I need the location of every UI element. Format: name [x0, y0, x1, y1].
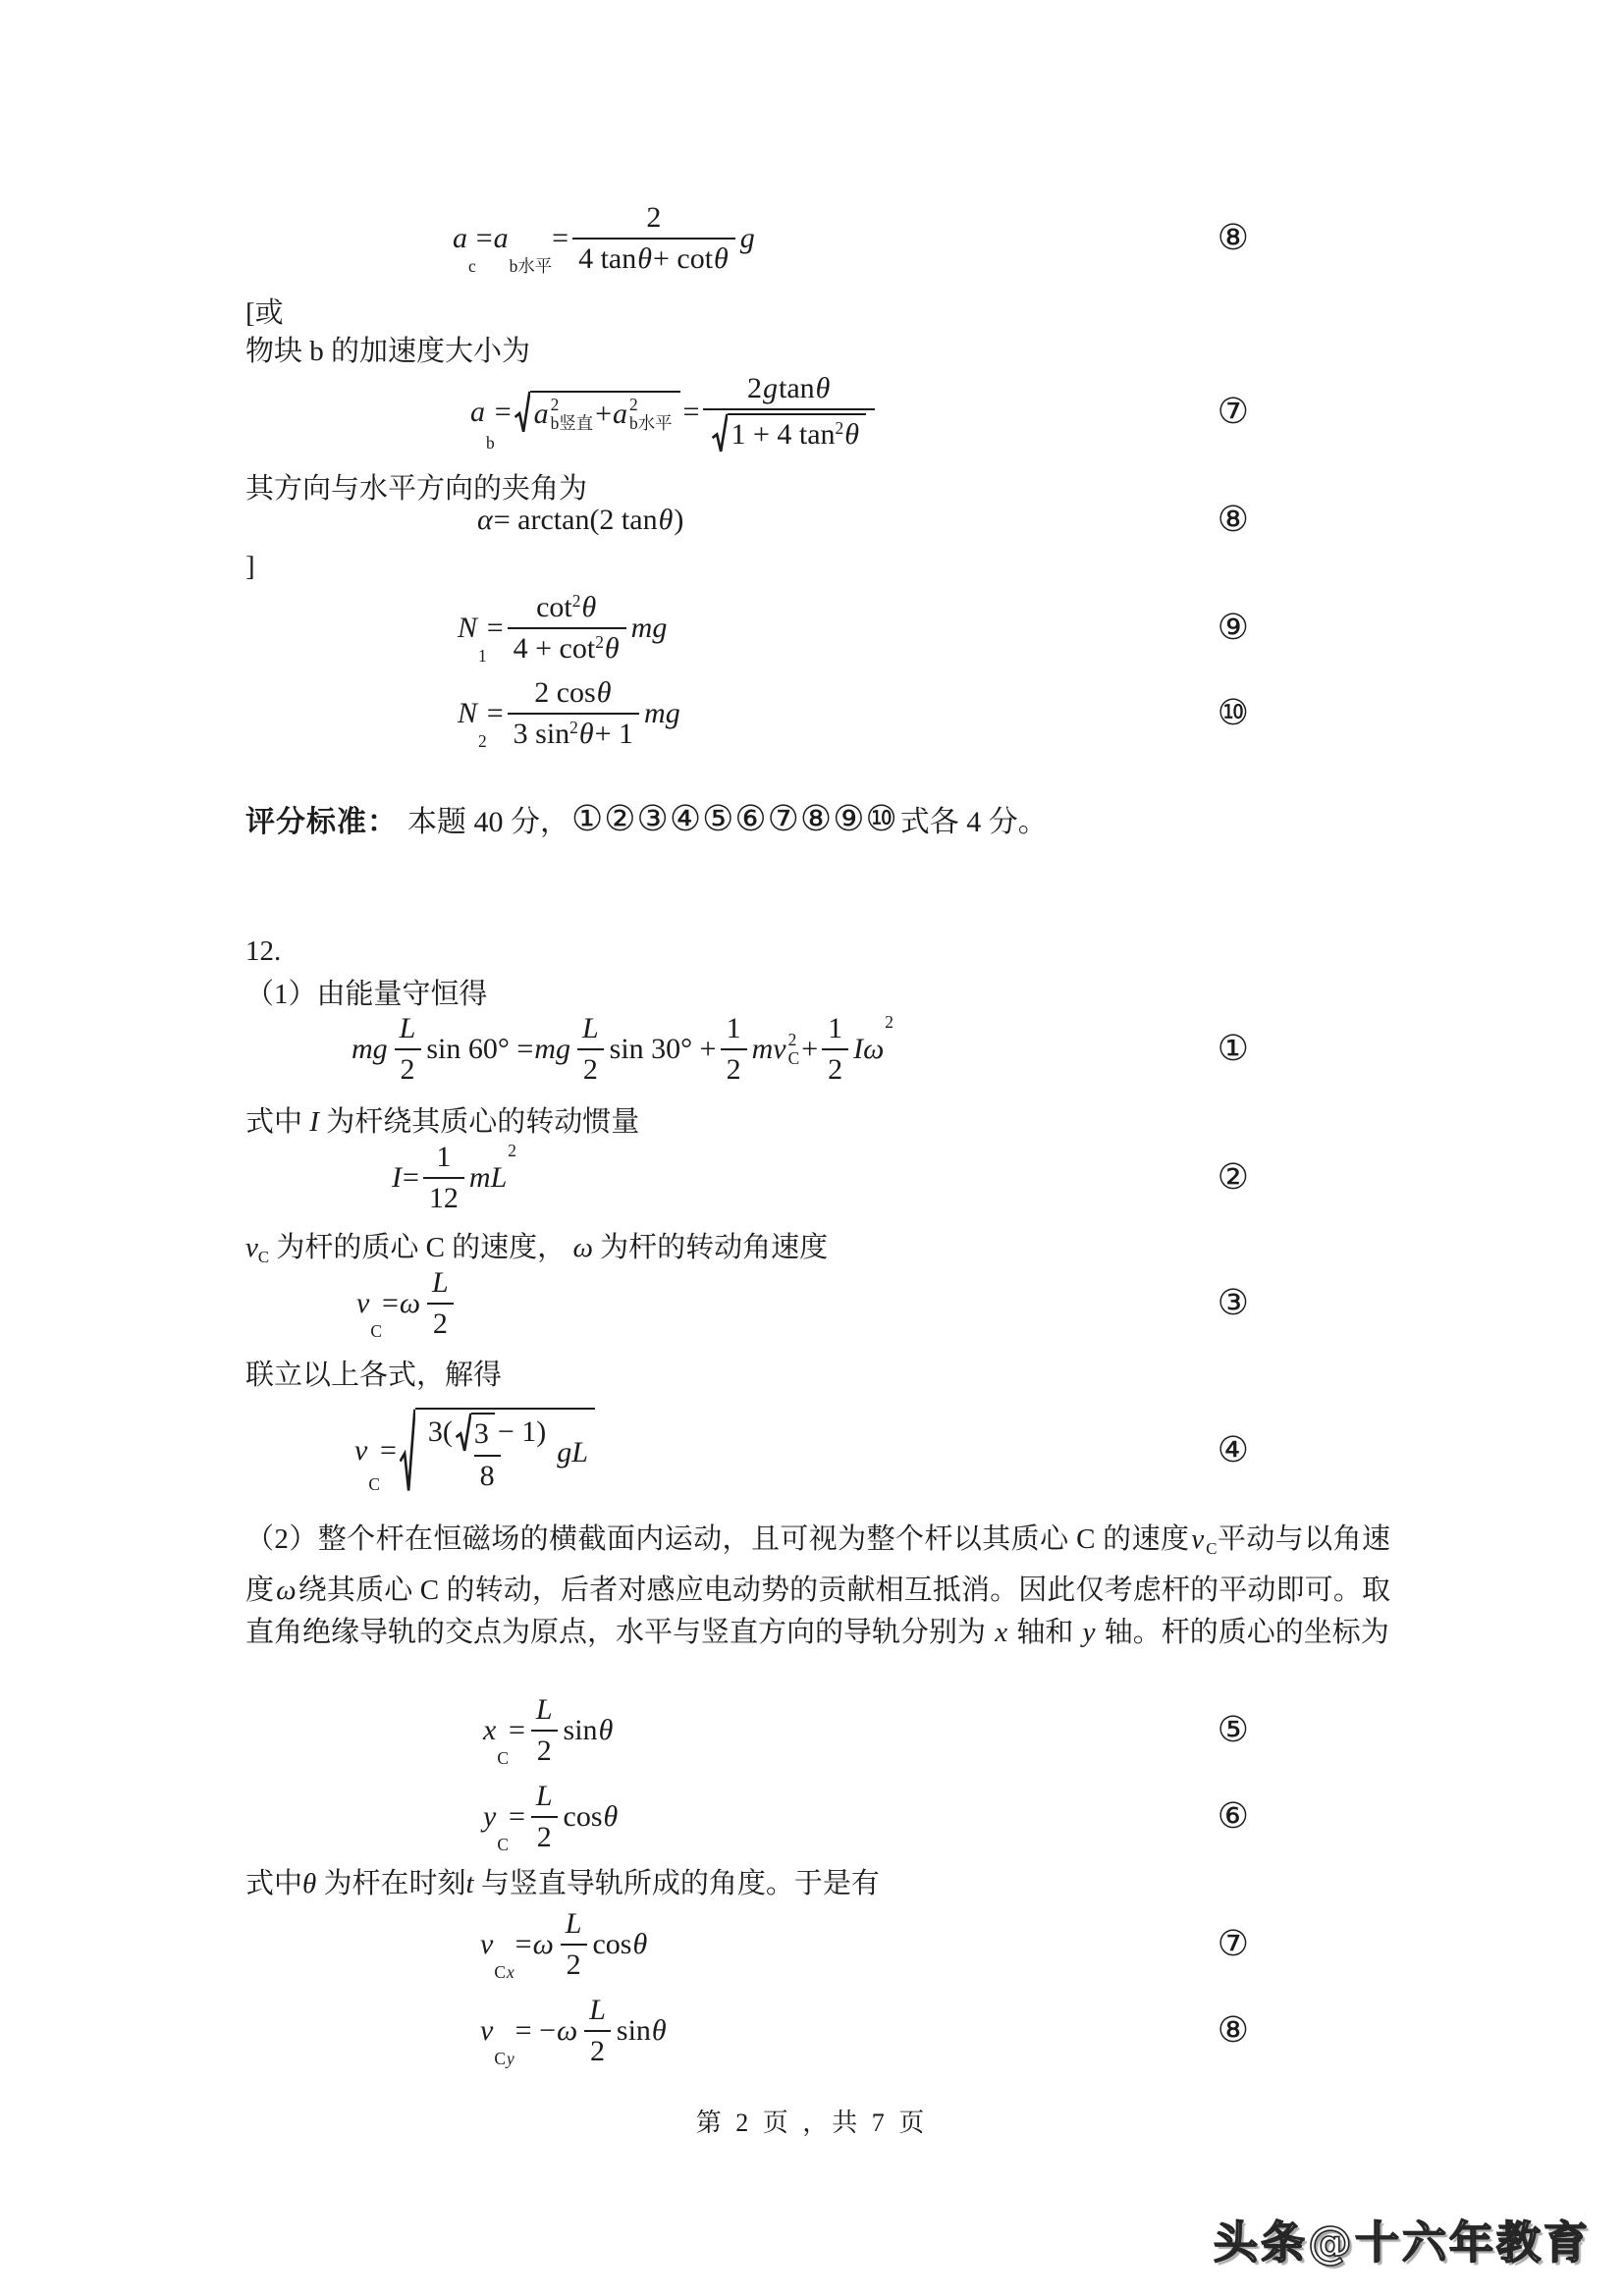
- radical-icon: [456, 1413, 471, 1453]
- formula-n2: N 2 = 2 cos θ 3 sin 2 θ + 1 mg: [458, 676, 680, 751]
- equation-row-energy: [245, 1012, 1267, 1087]
- text-moment-inertia: 式中 I 为杆绕其质心的转动惯量: [245, 1106, 640, 1138]
- equation-row-alpha: [245, 500, 1267, 540]
- equation-tag-4: ④: [1217, 1430, 1249, 1470]
- text-block-b: 物块 b 的加速度大小为: [245, 336, 531, 367]
- radical-icon: [400, 1408, 415, 1494]
- equation-tag-7b: ⑦: [1217, 1924, 1249, 1964]
- scoring-circled-numbers: ①②③④⑤⑥⑦⑧⑨⑩: [571, 798, 898, 839]
- equation-tag-1: ①: [1217, 1029, 1249, 1069]
- formula-xc: x C = $\frac{L}{2}$ sin θ: [483, 1693, 614, 1768]
- formula-ab-magnitude: a b = a 2 b竖直 + a 2 b水平 = 2 g tan θ 1 + 4 tan 2 θ: [469, 372, 879, 453]
- equation-row-vc: [245, 1266, 1267, 1341]
- equation-tag-3: ③: [1217, 1283, 1249, 1323]
- equation-tag-9: ⑨: [1217, 608, 1249, 648]
- scoring-pre: 本题 40 分，: [407, 806, 569, 838]
- scoring-standard-line: [245, 797, 1048, 840]
- formula-energy-conservation: mg $\frac{L}{2}$ sin 60° = mg $\frac{L}{2}$ sin 30° + $\frac{1}{2}$ mv 2 C + $\frac{1}{2}$ Iω 2: [352, 1012, 893, 1086]
- formula-vc-omega-l2: v C = ω $\frac{L}{2}$: [355, 1266, 460, 1341]
- formula-vcx: v Cx = ω $\frac{L}{2}$ cos θ: [480, 1907, 648, 1982]
- equation-row-vcx: [245, 1907, 1267, 1982]
- equation-row-inertia: [245, 1141, 1267, 1215]
- formula-n1: N 1 = cot 2 θ 4 + cot 2 θ mg: [458, 591, 668, 666]
- text-bracket-close: ]: [245, 551, 255, 582]
- equation-row-n2: [245, 676, 1267, 751]
- formula-ac-horizontal: a c = a b水平 = 2 4 tan θ + cot θ g: [453, 201, 755, 276]
- equation-tag-10: ⑩: [1217, 693, 1249, 733]
- equation-row-yc: [245, 1780, 1267, 1854]
- formula-vcy: v Cy = − ω $\frac{L}{2}$ sin θ: [480, 1994, 667, 2068]
- text-direction: 其方向与水平方向的夹角为: [245, 473, 588, 505]
- formula-vc-result: v C = 3( 3 − 1) 8 gL: [353, 1408, 598, 1494]
- text-theta-definition: 式中θ 为杆在时刻t 与竖直导轨所成的角度。于是有: [245, 1868, 880, 1899]
- question-number: 12.: [245, 935, 282, 967]
- formula-inertia: I = $\frac{1}{12}$ mL 2: [392, 1141, 516, 1214]
- equation-tag-7a: ⑦: [1217, 392, 1249, 432]
- equation-row-xc: [245, 1693, 1267, 1768]
- equation-row-vcy: [245, 1994, 1267, 2068]
- paragraph-part2: （2）整个杆在恒磁场的横截面内运动，且可视为整个杆以其质心 C 的速度v $_C$平动与以角速度ω绕其质心 C 的转动，后者对感应电动势的贡献相互抵消。因此仅考虑杆的平动即可。取直角绝缘导轨的交点为原点，水平与竖直方向的导轨分别为 x 轴和 y 轴。杆的质心的坐标为: [245, 1523, 1390, 1648]
- equation-row-ab: [245, 372, 1267, 453]
- equation-tag-8a: ⑧: [1217, 218, 1249, 258]
- equation-row-n1: [245, 591, 1267, 666]
- part1-label: （1）由能量守恒得: [245, 979, 488, 1010]
- text-solve: 联立以上各式，解得: [245, 1360, 503, 1391]
- radical-icon: [712, 413, 728, 454]
- equation-tag-5: ⑤: [1217, 1710, 1249, 1750]
- radical-icon: [514, 391, 530, 434]
- watermark-toutiao: 头条@十六年教育: [1213, 2216, 1591, 2269]
- scoring-post: 式各 4 分。: [899, 806, 1048, 838]
- page-footer: 第 2 页 ，共 7 页: [695, 2109, 929, 2137]
- text-or-open: [或: [245, 297, 284, 329]
- scoring-label: 评分标准：: [245, 806, 398, 838]
- equation-tag-8c: ⑧: [1217, 2010, 1249, 2051]
- equation-row-vc-result: [245, 1408, 1267, 1494]
- equation-tag-6: ⑥: [1217, 1796, 1249, 1837]
- equation-tag-2: ②: [1217, 1157, 1249, 1198]
- equation-tag-8b: ⑧: [1217, 500, 1249, 540]
- equation-row-ac: [245, 201, 1267, 276]
- formula-yc: y C = $\frac{L}{2}$ cos θ: [483, 1780, 619, 1854]
- formula-alpha-arctan: α = arctan(2 tan θ ): [477, 503, 684, 536]
- text-vc-omega: $v_C$ 为杆的质心 C 的速度， ω 为杆的转动角速度: [245, 1232, 829, 1266]
